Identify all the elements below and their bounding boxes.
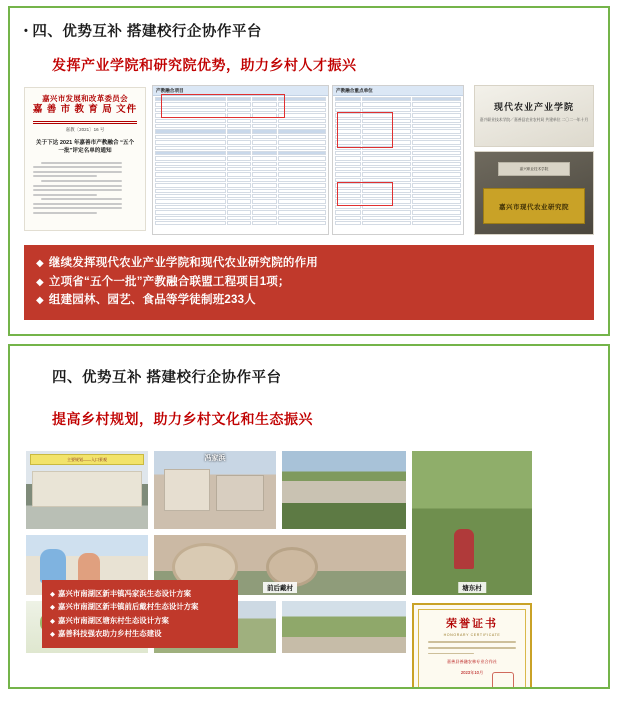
photo-village-plan xyxy=(26,451,148,529)
document-header-line2: 嘉 善 市 教 育 局 文件 xyxy=(32,105,138,116)
wall-shape xyxy=(282,481,406,503)
plaque-top-title: 现代农业产业学院 xyxy=(493,102,574,112)
table-row xyxy=(335,151,461,155)
document-text-line xyxy=(33,175,97,177)
table-sheet-b xyxy=(332,85,464,235)
table-row xyxy=(335,162,461,166)
document-text-line xyxy=(33,207,122,209)
slide-2-subtitle: 提高乡村规划，助力乡村文化和生态振兴 xyxy=(52,411,313,427)
photo-banner-text: 主要规划——入口景观 xyxy=(30,454,144,465)
table-row xyxy=(335,135,461,139)
document-number: 嘉教〔2021〕16 号 xyxy=(65,126,105,132)
table-row xyxy=(335,221,461,225)
slide-1-subtitle: 发挥产业学院和研究院优势，助力乡村人才振兴 xyxy=(52,57,357,73)
slide-2 xyxy=(8,344,610,689)
table-row xyxy=(155,194,326,198)
table-row xyxy=(335,194,461,198)
house-shape xyxy=(164,469,210,511)
table-row xyxy=(155,146,326,150)
diamond-icon: ◆ xyxy=(36,258,44,269)
photo-caption-fengjiabang: 冯家浜 xyxy=(204,455,226,462)
table-b-caption: 产教融合重点单位 xyxy=(333,86,463,96)
photo-village-path xyxy=(282,601,406,653)
document-header-line1: 嘉兴市发展和改革委员会 xyxy=(42,94,128,103)
table-row xyxy=(155,102,326,106)
table-row xyxy=(335,146,461,150)
table-row xyxy=(335,189,461,193)
table-row xyxy=(155,189,326,193)
mural-circle-shape xyxy=(266,547,318,587)
red-point-text: 嘉兴市南湖区塘东村生态设计方案 xyxy=(58,615,169,625)
table-row xyxy=(155,156,326,160)
honor-certificate-photo xyxy=(412,603,532,689)
plaque-bottom-main-label: 嘉兴市现代农业研究院 xyxy=(499,203,569,211)
table-row xyxy=(335,210,461,214)
red-point-text: 继续发挥现代农业产业学院和现代农业研究院的作用 xyxy=(48,257,318,269)
mural-figure-shape xyxy=(78,553,100,583)
scanned-document-image xyxy=(24,87,146,231)
table-row xyxy=(155,124,326,128)
table-row xyxy=(155,135,326,139)
document-rule xyxy=(33,121,137,122)
research-institute-plaque-photo xyxy=(474,151,594,235)
table-row xyxy=(335,113,461,117)
red-point-item xyxy=(36,291,582,310)
red-point-item xyxy=(36,273,582,292)
diamond-icon: ◆ xyxy=(50,604,55,612)
industry-college-plaque-photo xyxy=(474,85,594,147)
red-point-text: 嘉善科技强农助力乡村生态建设 xyxy=(58,629,162,639)
document-rule-thin xyxy=(33,123,137,124)
table-row xyxy=(155,129,326,133)
table-row xyxy=(155,97,326,101)
slide-2-title: 四、优势互补 搭建校行企协作平台 xyxy=(52,370,282,386)
document-body xyxy=(33,162,137,215)
person-shape xyxy=(454,529,474,569)
certificate-subtitle-en: HONORARY CERTIFICATE xyxy=(443,633,501,637)
table-row xyxy=(335,216,461,220)
photo-tangdong-village xyxy=(412,451,532,595)
red-point-item xyxy=(50,627,230,641)
slide-1-title-text: 四、优势互补 搭建校行企协作平台 xyxy=(32,24,262,40)
certificate-title: 荣誉证书 xyxy=(446,618,498,630)
table-row xyxy=(335,119,461,123)
table-row xyxy=(155,205,326,209)
diamond-icon: ◆ xyxy=(36,276,44,288)
house-shape xyxy=(216,475,264,511)
photo-caption-qianhoudai: 前后戴村 xyxy=(263,582,297,593)
table-row xyxy=(335,172,461,176)
red-point-item xyxy=(50,587,230,601)
document-text-line xyxy=(33,212,97,214)
table-row xyxy=(335,178,461,182)
plaque-top-subtitle: 嘉兴职业技术学院／嘉善县农业农村局 共建单位 二〇二一年十月 xyxy=(479,118,589,122)
table-row xyxy=(335,205,461,209)
plaque-bottom-main xyxy=(483,188,585,224)
certificate-footer-note: 2023年10月 xyxy=(460,670,484,676)
table-row xyxy=(155,178,326,182)
red-point-text: 立项省“五个一批”产教融合联盟工程项目1项； xyxy=(48,275,290,288)
table-row xyxy=(155,210,326,214)
table-row xyxy=(155,216,326,220)
document-text-line xyxy=(33,185,122,187)
table-row xyxy=(155,113,326,117)
red-point-item xyxy=(50,614,230,628)
mural-figure-shape xyxy=(40,549,66,583)
document-text-line xyxy=(33,203,122,205)
table-sheet-a xyxy=(152,85,329,235)
path-shape xyxy=(282,637,406,653)
document-header xyxy=(25,88,145,117)
bullet-glyph: • xyxy=(24,25,29,37)
diamond-icon: ◆ xyxy=(36,295,44,307)
photo-caption-tangdong: 塘东村 xyxy=(458,582,486,593)
table-row xyxy=(335,97,461,101)
table-row xyxy=(155,151,326,155)
slide-1-media-row xyxy=(24,85,594,233)
document-text-line xyxy=(41,180,122,182)
table-row xyxy=(335,140,461,144)
document-text-line xyxy=(33,166,122,168)
certificate-body-note: 嘉善县善融农林专业合作社 xyxy=(446,659,498,665)
diamond-icon: ◆ xyxy=(50,631,55,639)
diamond-icon: ◆ xyxy=(50,617,55,625)
slide-1-title xyxy=(24,20,608,41)
table-row xyxy=(335,183,461,187)
document-text-line xyxy=(33,171,122,173)
table-row xyxy=(155,172,326,176)
table-b-grid xyxy=(333,96,463,225)
document-text-line xyxy=(41,198,122,200)
photo-wall-shape xyxy=(32,471,142,507)
red-point-item xyxy=(36,254,582,273)
document-text-line xyxy=(33,189,122,191)
table-row xyxy=(155,167,326,171)
table-row xyxy=(155,119,326,123)
slide-2-red-points-panel xyxy=(42,580,238,648)
photo-village-houses xyxy=(154,451,276,529)
table-row xyxy=(155,108,326,112)
table-row xyxy=(335,199,461,203)
table-row xyxy=(155,162,326,166)
document-text-line xyxy=(33,194,97,196)
table-row xyxy=(155,183,326,187)
table-row xyxy=(155,199,326,203)
table-row xyxy=(335,156,461,160)
red-point-text: 嘉兴市南湖区新丰镇前后戴村生态设计方案 xyxy=(58,602,199,612)
table-row xyxy=(335,167,461,171)
table-row xyxy=(335,108,461,112)
photo-field-wall xyxy=(282,451,406,529)
table-row xyxy=(335,129,461,133)
red-point-text: 组建园林、园艺、食品等学徒制班233人 xyxy=(48,294,256,307)
table-a-caption: 产教融合项目 xyxy=(153,86,328,96)
table-row xyxy=(155,221,326,225)
red-point-item xyxy=(50,600,230,614)
plaque-bottom-small-label: 嘉兴职业技术学院 xyxy=(498,162,570,176)
certificate-seal-icon xyxy=(492,672,514,689)
red-point-text: 嘉兴市南湖区新丰镇冯家浜生态设计方案 xyxy=(58,588,192,598)
document-title: 关于下达 2021 年嘉善市产教融合 “五个一批”评定名单的通知 xyxy=(35,139,135,155)
table-row xyxy=(335,102,461,106)
slide-1-red-points-panel xyxy=(24,245,594,320)
table-row xyxy=(335,124,461,128)
slide-1 xyxy=(8,6,610,336)
table-row xyxy=(155,140,326,144)
slide-2-media-grid xyxy=(26,443,592,676)
document-text-line xyxy=(41,162,122,164)
table-a-grid xyxy=(153,96,328,225)
diamond-icon: ◆ xyxy=(50,590,55,598)
